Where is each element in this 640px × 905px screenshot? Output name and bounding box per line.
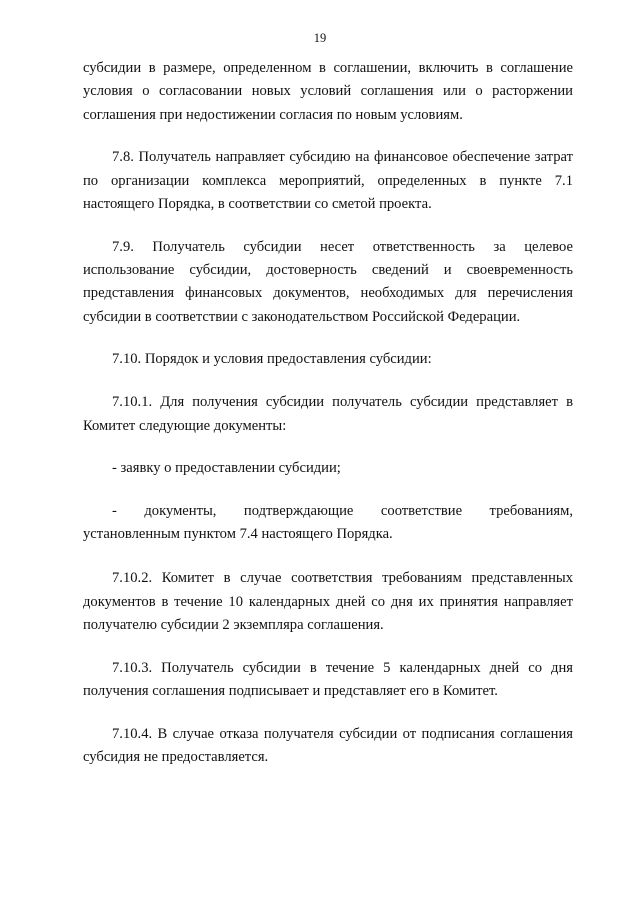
paragraph-7-10: 7.10. Порядок и условия предоставления субсидии: [112,351,432,368]
paragraph-7-10-4: 7.10.4. В случае отказа получателя субсидии от подписания соглашения субсидия не предоставляется. [83,725,573,766]
list-item-documents: - документы, подтверждающие соответствие требованиям, установленным пунктом 7.4 настоящего Порядка. [83,503,573,543]
paragraph-7-9: 7.9. Получатель субсидии несет ответственность за целевое использование субсидии, достоверность сведений и своевременность представления финансовых документов, необходимых для перечисления субсидии в соответствии с законодательством Российской Федерации. [83,238,573,325]
list-item-application: - заявку о предоставлении субсидии; [112,460,341,477]
paragraph-7-10-2: 7.10.2. Комитет в случае соответствия требованиям представленных документов в течение 10 календарных дней со дня их принятия направляет получателю субсидии 2 экземпляра соглашения. [83,570,573,633]
paragraph-7-10-3: 7.10.3. Получатель субсидии в течение 5 календарных дней со дня получения соглашения подписывает и представляет его в Комитет. [83,659,573,699]
page-number: 19 [313,31,327,45]
paragraph-continuation: субсидии в размере, определенном в соглашении, включить в соглашение условия о согласовании новых условий соглашения или о расторжении соглашения при недостижении согласия по новым условиям. [83,60,573,123]
paragraph-7-8: 7.8. Получатель направляет субсидию на финансовое обеспечение затрат по организации комплекса мероприятий, определенных в пункте 7.1 настоящего Порядка, в соответствии со сметой проекта. [83,149,573,212]
document-body [83,57,573,769]
paragraph-7-10-1: 7.10.1. Для получения субсидии получатель субсидии представляет в Комитет следующие документы: [83,394,573,434]
